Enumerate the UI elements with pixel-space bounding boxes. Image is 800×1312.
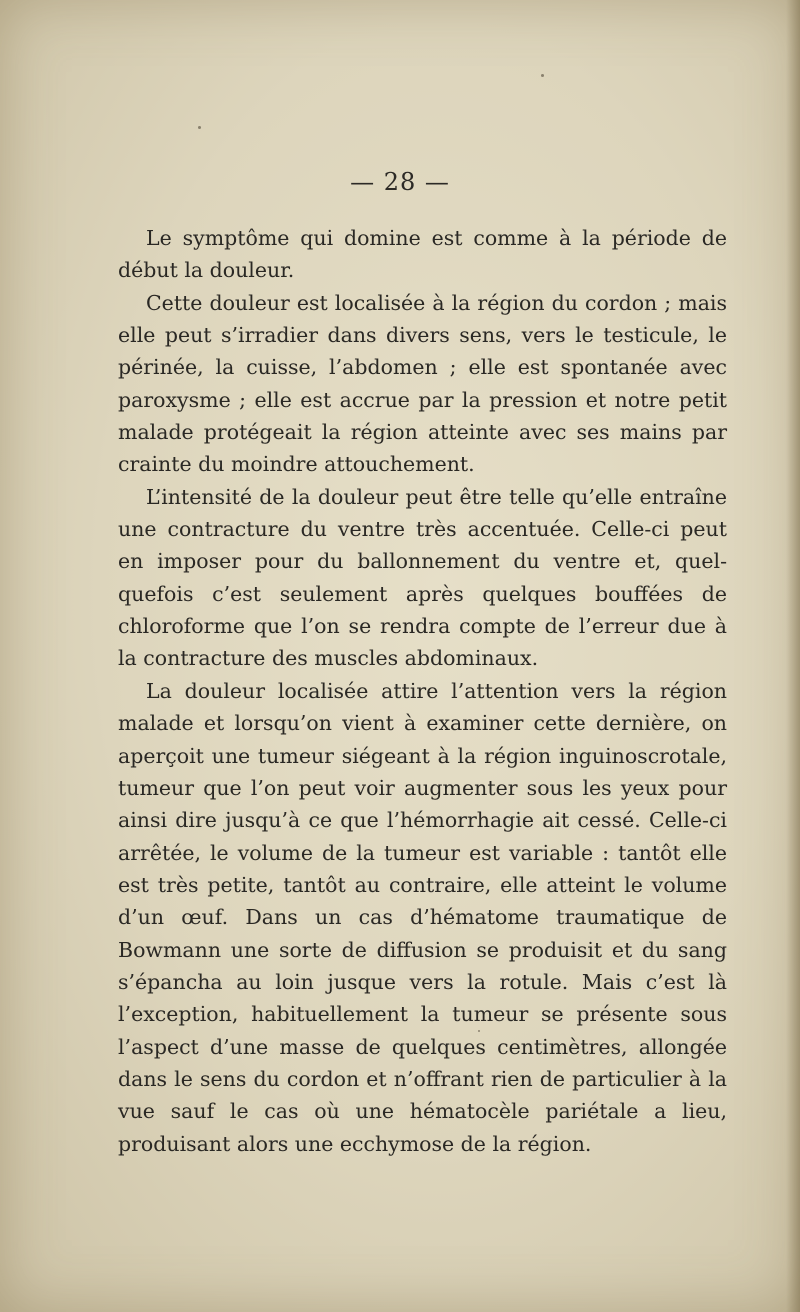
page-number: — 28 — [350, 168, 450, 196]
body-text [118, 222, 727, 1160]
paper-speck [198, 126, 201, 129]
paragraph-1: Le symptôme qui domine est comme à la période de début la douleur. [118, 226, 727, 283]
paragraph-3: L’intensité de la douleur peut être telle qu’elle entraîne une contracture du ventre très accentuée. Celle-ci peut en imposer pour du ballonnement du ventre et, quelquefois c’est seulement après quelques bouffées de chloroforme que l’on se rendra compte de l’erreur due à la contracture des muscles abdominaux. [118, 484, 727, 671]
paragraph-2: Cette douleur est localisée à la région du cordon ; mais elle peut s’irradier dans divers sens, vers le testicule, le périnée, la cuisse, l’abdomen ; elle est spontanée avec paroxysme ; elle est accrue par la pression et notre petit malade protégeait la région atteinte avec ses mains par crainte du moindre attouchement. [118, 290, 727, 477]
paper-speck [541, 74, 544, 77]
page-edge-shadow [786, 0, 800, 1312]
paragraph-4: La douleur localisée attire l’attention vers la région malade et lorsqu’on vient à examiner cette dernière, on aperçoit une tumeur siégeant à la région inguinoscrotale, tumeur que l’on peut voir augmenter sous les yeux pour ainsi dire jusqu’à ce que l’hémorrhagie ait cessé. Celle-ci arrêtée, le volume de la tumeur est variable : tantôt elle est très petite, tantôt au contraire, elle atteint le volume d’un œuf. Dans un cas d’hématome traumatique de Bowmann une sorte de diffusion se produisit et du sang s’épancha au loin jusque vers la rotule. Mais c’est là l’exception, habituellement la tumeur se présente sous l’aspect d’une masse de quelques centimètres, allongée dans le sens du cordon et n’offrant rien de particulier à la vue sauf le cas où une hématocèle pariétale a lieu, produisant alors une ecchymose de la région. [118, 678, 727, 1156]
